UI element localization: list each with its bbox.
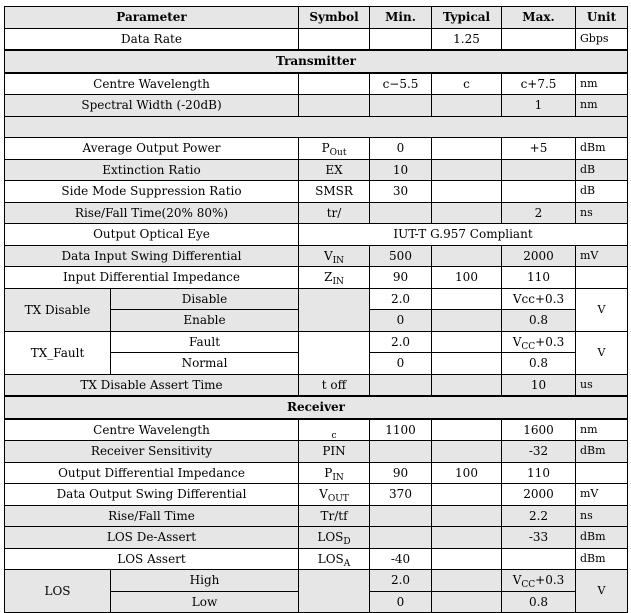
table-row <box>5 548 628 570</box>
typical-cell <box>432 353 502 375</box>
sub-param: Normal <box>111 353 299 375</box>
unit-cell: nm <box>576 73 628 95</box>
symbol-cell: tr/ <box>299 202 370 224</box>
unit-cell: dB <box>576 181 628 203</box>
min-cell: 0 <box>370 591 432 613</box>
param-name: Extinction Ratio <box>5 159 299 181</box>
typical-cell <box>432 181 502 203</box>
param-name: Data Output Swing Differential <box>5 484 299 506</box>
table-row <box>5 374 628 396</box>
symbol-cell: $V_{IN}$ <box>299 245 370 267</box>
min-cell: 2.0 <box>370 570 432 592</box>
max-cell: +5 <box>502 138 576 160</box>
symbol-cell <box>299 570 370 613</box>
min-cell <box>370 28 432 50</box>
min-cell: -40 <box>370 548 432 570</box>
header-unit: Unit <box>576 7 628 29</box>
unit-cell: mV <box>576 245 628 267</box>
max-cell: Vcc+0.3 <box>502 288 576 310</box>
table-row <box>5 570 628 592</box>
header-min: Min. <box>370 7 432 29</box>
unit-cell: dB <box>576 159 628 181</box>
symbol-cell: $LOS_D$ <box>299 527 370 549</box>
param-name: Output Optical Eye <box>5 224 299 246</box>
param-name: Data Input Swing Differential <box>5 245 299 267</box>
table-row <box>5 505 628 527</box>
typical-cell <box>432 505 502 527</box>
unit-cell <box>576 462 628 484</box>
param-name: Input Differential Impedance <box>5 267 299 289</box>
unit-cell: us <box>576 374 628 396</box>
min-cell <box>370 505 432 527</box>
typical-cell <box>432 159 502 181</box>
min-cell: 1100 <box>370 419 432 441</box>
typical-cell: 1.25 <box>432 28 502 50</box>
max-cell: 110 <box>502 462 576 484</box>
table-row <box>5 462 628 484</box>
min-cell <box>370 374 432 396</box>
param-name: Receiver Sensitivity <box>5 441 299 463</box>
max-cell: 0.8 <box>502 353 576 375</box>
max-cell: 2 <box>502 202 576 224</box>
typical-cell <box>432 310 502 332</box>
blank-row <box>5 116 628 138</box>
min-cell: 90 <box>370 267 432 289</box>
typical-cell <box>432 374 502 396</box>
symbol-cell: $Z_{IN}$ <box>299 267 370 289</box>
table-row <box>5 73 628 95</box>
param-name: Rise/Fall Time <box>5 505 299 527</box>
min-cell: 0 <box>370 138 432 160</box>
max-cell: 10 <box>502 374 576 396</box>
typical-cell <box>432 138 502 160</box>
symbol-cell: $V_{OUT}$ <box>299 484 370 506</box>
unit-cell: Gbps <box>576 28 628 50</box>
section-title: Receiver <box>5 396 628 419</box>
unit-cell: ns <box>576 505 628 527</box>
los-label: LOS <box>5 570 111 613</box>
max-cell: -32 <box>502 441 576 463</box>
symbol-cell: EX <box>299 159 370 181</box>
typical-cell <box>432 288 502 310</box>
param-name: Output Differential Impedance <box>5 462 299 484</box>
unit-cell: V <box>576 288 628 331</box>
header-max: Max. <box>502 7 576 29</box>
table-row <box>5 267 628 289</box>
typical-cell <box>432 484 502 506</box>
unit-cell <box>576 267 628 289</box>
max-cell: c+7.5 <box>502 73 576 95</box>
symbol-cell: $LOS_A$ <box>299 548 370 570</box>
symbol-cell <box>299 331 370 374</box>
table-row <box>5 224 628 246</box>
typical-cell <box>432 527 502 549</box>
sub-param: Disable <box>111 288 299 310</box>
max-cell: 2000 <box>502 484 576 506</box>
unit-cell: dBm <box>576 441 628 463</box>
typical-cell <box>432 419 502 441</box>
section-receiver <box>5 396 628 419</box>
table-row <box>5 245 628 267</box>
tx-disable-label: TX Disable <box>5 288 111 331</box>
param-name: Centre Wavelength <box>5 73 299 95</box>
table-row <box>5 331 628 353</box>
symbol-cell: Tr/tf <box>299 505 370 527</box>
min-cell: 500 <box>370 245 432 267</box>
typical-cell <box>432 548 502 570</box>
typical-cell <box>432 570 502 592</box>
min-cell <box>370 441 432 463</box>
param-name: LOS De-Assert <box>5 527 299 549</box>
min-cell: 2.0 <box>370 288 432 310</box>
max-cell: 1600 <box>502 419 576 441</box>
compliance-cell: IUT-T G.957 Compliant <box>299 224 628 246</box>
max-cell: $V_{CC}+0.3$ <box>502 570 576 592</box>
max-cell <box>502 181 576 203</box>
max-cell: $V_{CC}+0.3$ <box>502 331 576 353</box>
header-typical: Typical <box>432 7 502 29</box>
unit-cell: dBm <box>576 548 628 570</box>
typical-cell <box>432 331 502 353</box>
sub-param: Low <box>111 591 299 613</box>
table-row <box>5 95 628 117</box>
symbol-cell: $P_{Out}$ <box>299 138 370 160</box>
symbol-cell: $P_{IN}$ <box>299 462 370 484</box>
max-cell: 2000 <box>502 245 576 267</box>
min-cell: 30 <box>370 181 432 203</box>
table-row <box>5 419 628 441</box>
table-row <box>5 159 628 181</box>
typical-cell: 100 <box>432 462 502 484</box>
min-cell: 90 <box>370 462 432 484</box>
section-transmitter <box>5 50 628 73</box>
param-name: Centre Wavelength <box>5 419 299 441</box>
max-cell <box>502 159 576 181</box>
header-parameter: Parameter <box>5 7 299 29</box>
param-name: Spectral Width (-20dB) <box>5 95 299 117</box>
max-cell: 2.2 <box>502 505 576 527</box>
blank-cell <box>5 116 628 138</box>
param-data-rate: Data Rate <box>5 28 299 50</box>
table-row <box>5 138 628 160</box>
section-title: Transmitter <box>5 50 628 73</box>
max-cell: 1 <box>502 95 576 117</box>
max-cell: 0.8 <box>502 310 576 332</box>
symbol-cell <box>299 288 370 331</box>
typical-cell: c <box>432 73 502 95</box>
table-row <box>5 484 628 506</box>
min-cell: 370 <box>370 484 432 506</box>
symbol-cell: SMSR <box>299 181 370 203</box>
typical-cell <box>432 591 502 613</box>
param-name: TX Disable Assert Time <box>5 374 299 396</box>
min-cell: c−5.5 <box>370 73 432 95</box>
symbol-cell <box>299 95 370 117</box>
max-cell: 110 <box>502 267 576 289</box>
symbol-cell: PIN <box>299 441 370 463</box>
header-symbol: Symbol <box>299 7 370 29</box>
max-cell: -33 <box>502 527 576 549</box>
table-row <box>5 288 628 310</box>
max-cell: 0.8 <box>502 591 576 613</box>
spec-table <box>4 6 628 613</box>
param-name: Side Mode Suppression Ratio <box>5 181 299 203</box>
sub-param: Enable <box>111 310 299 332</box>
min-cell: 2.0 <box>370 331 432 353</box>
max-cell <box>502 548 576 570</box>
sub-param: High <box>111 570 299 592</box>
min-cell: 0 <box>370 310 432 332</box>
unit-cell: mV <box>576 484 628 506</box>
header-row <box>5 7 628 29</box>
typical-cell <box>432 245 502 267</box>
typical-cell <box>432 202 502 224</box>
min-cell: 0 <box>370 353 432 375</box>
unit-cell: nm <box>576 419 628 441</box>
sub-param: Fault <box>111 331 299 353</box>
unit-cell: dBm <box>576 527 628 549</box>
table-row <box>5 202 628 224</box>
typical-cell <box>432 441 502 463</box>
typical-cell: 100 <box>432 267 502 289</box>
min-cell: 10 <box>370 159 432 181</box>
table-row <box>5 441 628 463</box>
param-name: Rise/Fall Time(20% 80%) <box>5 202 299 224</box>
typical-cell <box>432 95 502 117</box>
unit-cell: nm <box>576 95 628 117</box>
symbol-cell <box>299 73 370 95</box>
param-name: LOS Assert <box>5 548 299 570</box>
unit-cell: V <box>576 331 628 374</box>
unit-cell: V <box>576 570 628 613</box>
table-row <box>5 181 628 203</box>
min-cell <box>370 202 432 224</box>
param-name: Average Output Power <box>5 138 299 160</box>
table-row <box>5 527 628 549</box>
min-cell <box>370 95 432 117</box>
symbol-cell: c <box>299 419 370 441</box>
unit-cell: dBm <box>576 138 628 160</box>
min-cell <box>370 527 432 549</box>
max-cell <box>502 28 576 50</box>
table-row <box>5 28 628 50</box>
symbol-cell: t off <box>299 374 370 396</box>
symbol-cell <box>299 28 370 50</box>
unit-cell: ns <box>576 202 628 224</box>
tx-fault-label: TX_Fault <box>5 331 111 374</box>
